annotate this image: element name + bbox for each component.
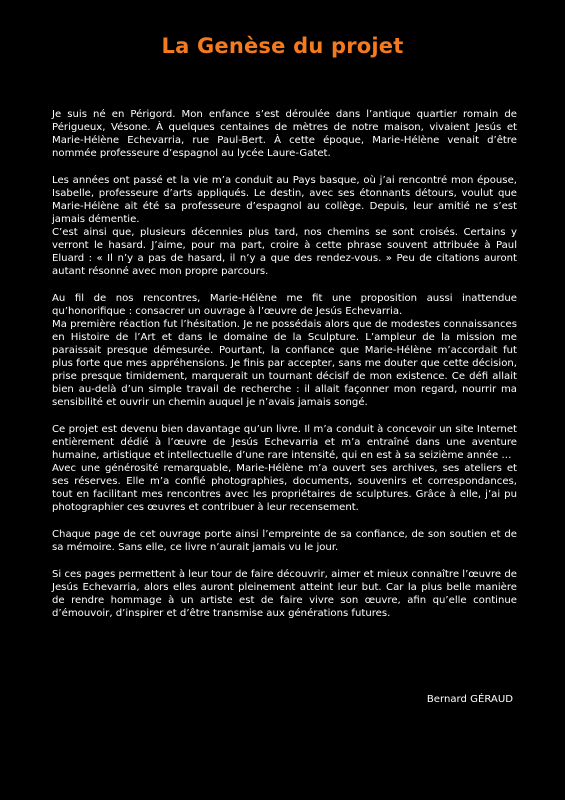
paragraph-destiny: C’est ainsi que, plusieurs décennies plus tard, nos chemins se sont croisés. Certains y verront le hasard. J’aime, pour ma part, croire à cette phrase souvent attribuée à Paul Eluard : « Il n’y a pas de hasard, il n’y a que des rendez-vous. » Peu de citations auront autant résonné avec mon propre parcours. <box>52 227 517 277</box>
paragraph-spacer <box>52 160 517 174</box>
page-title: La Genèse du projet <box>161 34 404 58</box>
paragraph-hesitation: Ma première réaction fut l’hésitation. Je ne possédais alors que de modestes connaissances en Histoire de l’Art et dans le domaine de la Sculpture. L’ampleur de la mission me paraissait presque démesurée. Pourtant, la confiance que Marie-Hélène m’accordait fut plus forte que mes appréhensions. Je finis par accepter, sans me douter que cette décision, prise presque timidement, marquerait un tournant décisif de mon existence. Ce défi allait bien au-delà d’un simple travail de recherche : il allait façonner mon regard, nourrir ma sensibilité et ouvrir un chemin auquel je n’avais jamais songé. <box>52 319 517 408</box>
paragraph-basque-country: Les années ont passé et la vie m’a conduit au Pays basque, où j’ai rencontré mon épouse, Isabelle, professeure d’arts appliqués. Le destin, avec ses étonnants détours, voulut que Marie-Hélène ait été sa professeure d’espagnol au collège. Depuis, leur amitié ne s’est jamais démentie. <box>52 175 517 225</box>
paragraph-childhood: Je suis né en Périgord. Mon enfance s’est déroulée dans l’antique quartier romain de Périgueux, Vésone. À quelques centaines de mètres de notre maison, vivaient Jesús et Marie-Hélène Echevarria, rue Paul-Bert. À cette époque, Marie-Hélène venait d’être nommée professeure d’espagnol au lycée Laure-Gatet. <box>52 109 517 159</box>
paragraph-imprint: Chaque page de cet ouvrage porte ainsi l’empreinte de sa confiance, de son soutien et de sa mémoire. Sans elle, ce livre n’aurait jamais vu le jour. <box>52 529 517 553</box>
paragraph-conclusion: Si ces pages permettent à leur tour de faire découvrir, aimer et mieux connaître l’œuvre de Jesús Echevarria, alors elles auront pleinement atteint leur but. Car la plus belle manière de rendre hommage à un artiste est de faire vivre son œuvre, afin qu’elle continue d’émouvoir, d’inspirer et d’être transmise aux générations futures. <box>52 569 517 619</box>
paragraph-spacer <box>52 409 517 423</box>
paragraph-proposal: Au fil de nos rencontres, Marie-Hélène me fit une proposition aussi inattendue qu’honorifique : consacrer un ouvrage à l’œuvre de Jesús Echevarria. <box>52 293 517 317</box>
document-body <box>52 108 517 620</box>
paragraph-generosity: Avec une générosité remarquable, Marie-Hélène m’a ouvert ses archives, ses ateliers et ses réserves. Elle m’a confié photographies, documents, souvenirs et correspondances, tout en facilitant mes rencontres avec les propriétaires de sculptures. Grâce à elle, j’ai pu photographier ces œuvres et contribuer à leur recensement. <box>52 463 517 513</box>
paragraph-spacer <box>52 554 517 568</box>
paragraph-project: Ce projet est devenu bien davantage qu’un livre. Il m’a conduit à concevoir un site Internet entièrement dédié à l’œuvre de Jesús Echevarria et m’a entraîné dans une aventure humaine, artistique et intellectuelle d’une rare intensité, qui en est à sa seizième année … <box>52 424 517 461</box>
paragraph-spacer <box>52 514 517 528</box>
author-signature: Bernard GÉRAUD <box>426 694 513 705</box>
paragraph-spacer <box>52 278 517 292</box>
